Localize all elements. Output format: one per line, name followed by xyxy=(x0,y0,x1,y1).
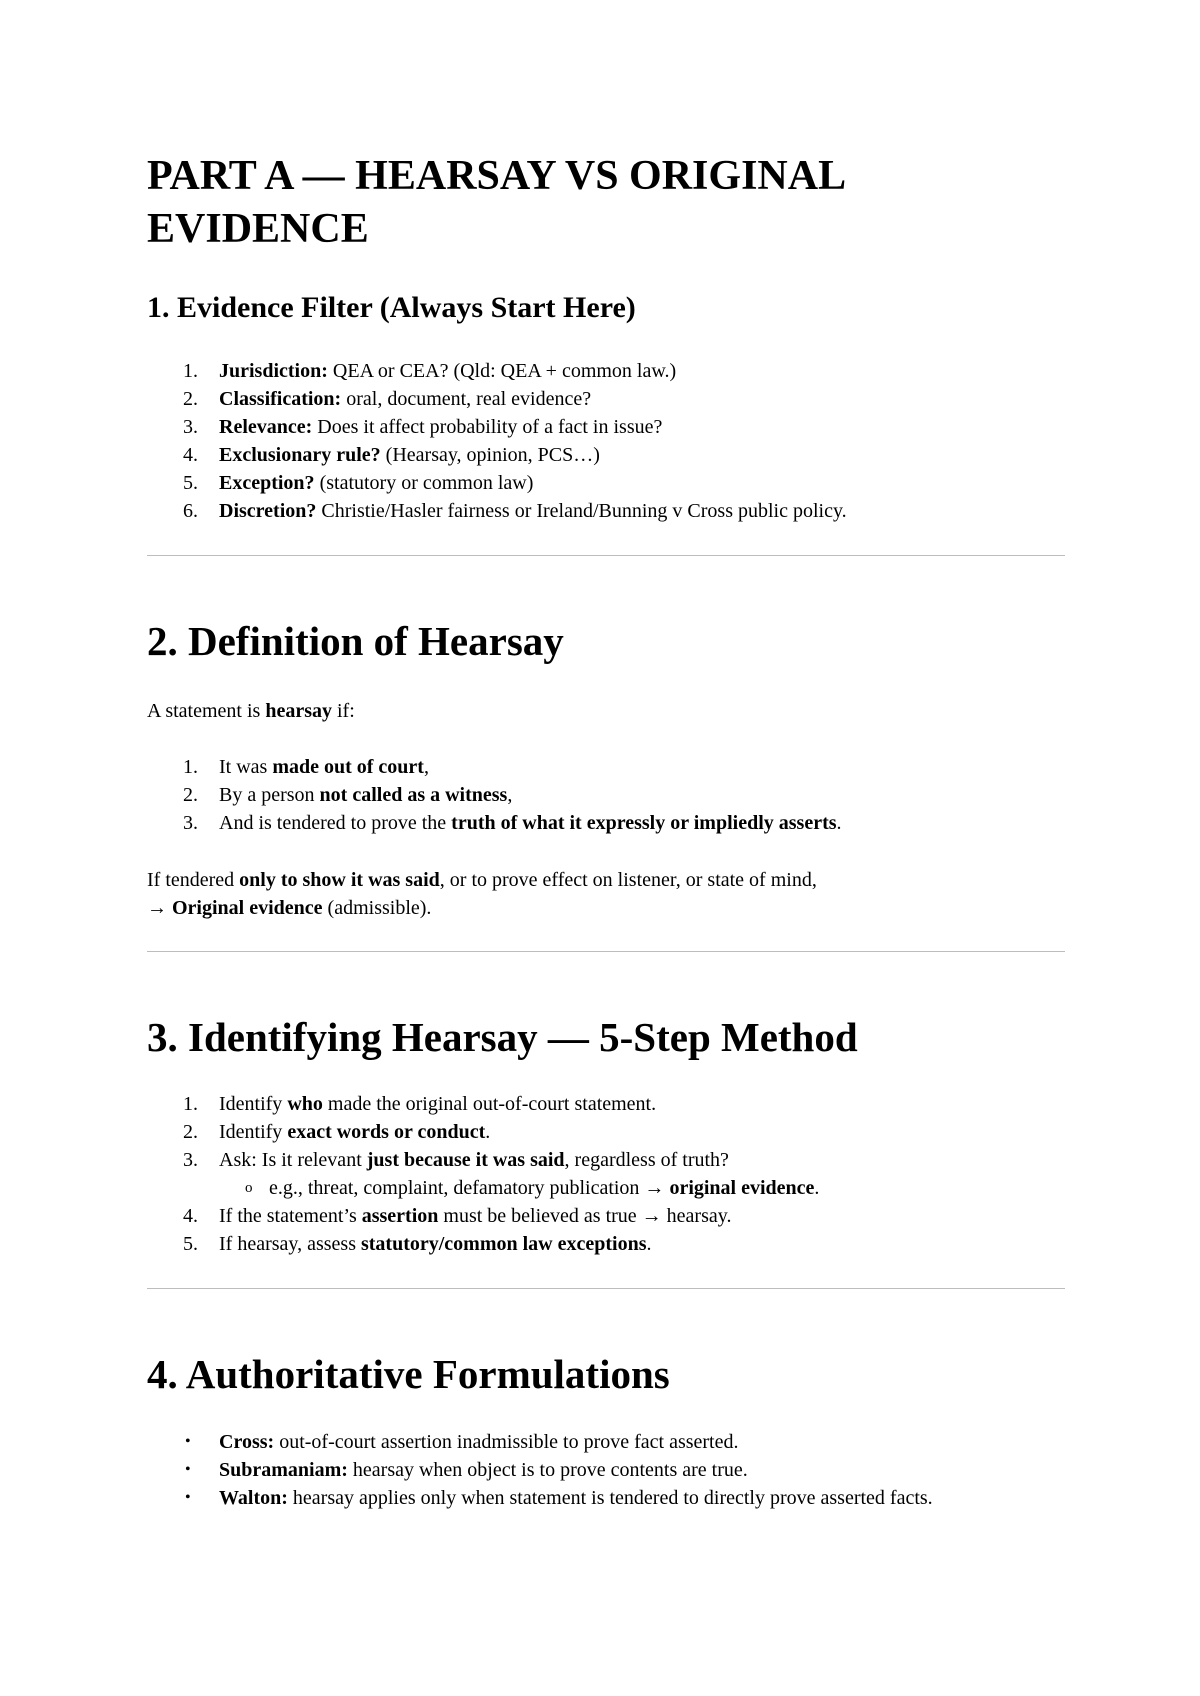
list-item: 5. Exception? (statutory or common law) xyxy=(183,472,534,494)
list-item: 3. And is tendered to prove the truth of what it expressly or impliedly asserts. xyxy=(183,812,842,834)
list-item: 1. Jurisdiction: QEA or CEA? (Qld: QEA + common law.) xyxy=(183,360,677,382)
divider xyxy=(147,555,1065,556)
hearsay-definition-list xyxy=(147,753,1065,837)
list-item: 3. Relevance: Does it affect probability of a fact in issue? xyxy=(183,416,663,438)
list-item: 1. Identify who made the original out-of-court statement. xyxy=(183,1093,657,1115)
original-evidence-note: If tendered only to show it was said, or to prove effect on listener, or state of mind, → Original evidence (admissible). xyxy=(147,869,817,919)
list-item: • Cross: out-of-court assertion inadmissible to prove fact asserted. xyxy=(185,1431,739,1453)
section-1-heading: 1. Evidence Filter (Always Start Here) xyxy=(147,291,636,324)
list-item: 1. It was made out of court, xyxy=(183,756,429,778)
section-2-heading: 2. Definition of Hearsay xyxy=(147,618,564,664)
section-3-heading: 3. Identifying Hearsay — 5-Step Method xyxy=(147,1014,858,1060)
sub-list-item: o e.g., threat, complaint, defamatory publication → original evidence. xyxy=(245,1177,820,1199)
list-item: • Subramaniam: hearsay when object is to prove contents are true. xyxy=(185,1459,748,1481)
five-step-method-list xyxy=(147,1090,1065,1258)
section-4-heading: 4. Authoritative Formulations xyxy=(147,1351,670,1397)
page-title: PART A — HEARSAY VS ORIGINAL EVIDENCE xyxy=(147,153,844,252)
list-item: • Walton: hearsay applies only when statement is tendered to directly prove asserted facts. xyxy=(185,1487,933,1509)
list-item: 2. By a person not called as a witness, xyxy=(183,784,513,806)
list-item: 2. Classification: oral, document, real evidence? xyxy=(183,388,592,410)
list-item: 3. Ask: Is it relevant just because it was said, regardless of truth? xyxy=(183,1149,729,1171)
list-item: 6. Discretion? Christie/Hasler fairness or Ireland/Bunning v Cross public policy. xyxy=(183,500,847,522)
list-item: 2. Identify exact words or conduct. xyxy=(183,1121,491,1143)
definition-intro: A statement is hearsay if: xyxy=(147,700,355,722)
divider xyxy=(147,1288,1065,1289)
authoritative-formulations-list xyxy=(147,1428,1065,1512)
divider xyxy=(147,951,1065,952)
list-item: 5. If hearsay, assess statutory/common law exceptions. xyxy=(183,1233,652,1255)
list-item: 4. If the statement’s assertion must be believed as true → hearsay. xyxy=(183,1205,732,1227)
evidence-filter-list xyxy=(147,357,1065,525)
list-item: 4. Exclusionary rule? (Hearsay, opinion, PCS…) xyxy=(183,444,600,466)
